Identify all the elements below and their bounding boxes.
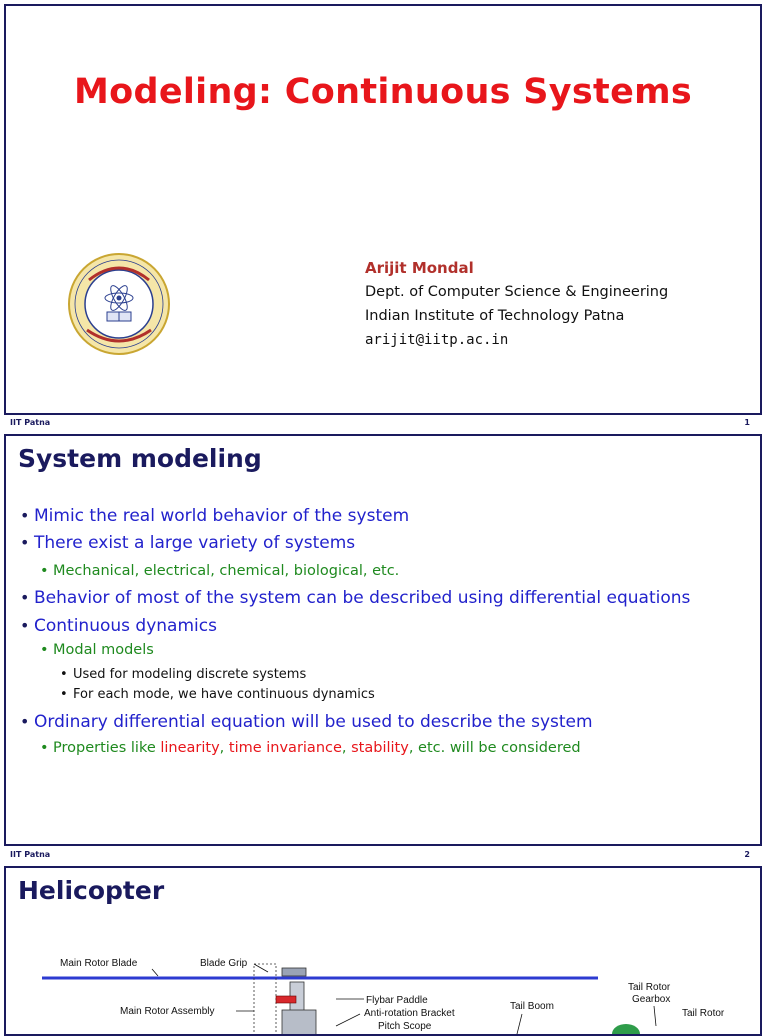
label-tail-rotor-gearbox-1: Tail Rotor bbox=[628, 982, 671, 993]
bullet-text: For each mode, we have continuous dynamics bbox=[73, 687, 375, 702]
bullet-icon: • bbox=[20, 712, 30, 731]
bullet-icon: • bbox=[40, 563, 49, 579]
footer-institute: IIT Patna bbox=[10, 850, 51, 859]
linearity-term: linearity bbox=[160, 740, 220, 756]
label-flybar-paddle: Flybar Paddle bbox=[366, 995, 428, 1006]
sub-bullet-item: • Properties like linearity, time invariance, stability, etc. will be considered bbox=[40, 740, 581, 756]
slide-title: Modeling: Continuous Systems bbox=[73, 72, 693, 112]
slide-3 bbox=[4, 866, 762, 1036]
bullet-icon: • bbox=[40, 642, 49, 658]
label-tail-rotor-gearbox-2: Gearbox bbox=[632, 994, 671, 1005]
sub-sub-bullet-item bbox=[60, 667, 306, 682]
slide-2 bbox=[4, 434, 762, 846]
time-invariance-term: time invariance bbox=[228, 740, 342, 756]
label-main-rotor-assembly: Main Rotor Assembly bbox=[120, 1006, 215, 1017]
bullet-text: Mimic the real world behavior of the system bbox=[34, 506, 410, 526]
author-name: Arijit Mondal bbox=[365, 259, 474, 277]
bullet-item bbox=[20, 712, 593, 732]
label-anti-rotation-bracket: Anti-rotation Bracket bbox=[364, 1008, 455, 1019]
bullet-icon: • bbox=[60, 667, 68, 682]
slide-1 bbox=[4, 4, 762, 415]
bullet-text: There exist a large variety of systems bbox=[34, 533, 356, 553]
blade-grip-box bbox=[254, 964, 276, 1036]
bullet-text: Modal models bbox=[53, 642, 154, 658]
bullet-text: Used for modeling discrete systems bbox=[73, 667, 307, 682]
sub-bullet-item bbox=[40, 642, 154, 658]
bullet-icon: • bbox=[20, 588, 30, 607]
slide-title: Helicopter bbox=[18, 876, 165, 905]
bullet-icon: • bbox=[40, 740, 49, 756]
flybar-paddle bbox=[276, 996, 296, 1003]
rotor-head bbox=[282, 968, 306, 976]
bullet-text: , etc. will be considered bbox=[408, 740, 581, 756]
page-number: 2 bbox=[744, 850, 750, 859]
author-email: arijit@iitp.ac.in bbox=[365, 332, 509, 348]
bullet-item bbox=[20, 506, 409, 526]
bullet-item bbox=[20, 616, 217, 636]
department: Dept. of Computer Science & Engineering bbox=[365, 284, 669, 300]
label-pitch-scope: Pitch Scope bbox=[378, 1021, 432, 1032]
slide-2-footer bbox=[8, 850, 756, 862]
slide-1-footer bbox=[8, 418, 756, 430]
sub-sub-bullet-item bbox=[60, 687, 375, 702]
sub-bullet-item bbox=[40, 563, 399, 579]
helicopter-diagram bbox=[6, 928, 762, 1036]
label-tail-boom: Tail Boom bbox=[510, 1001, 554, 1012]
tail-rotor-shape bbox=[612, 1024, 640, 1036]
bullet-icon: • bbox=[60, 687, 68, 702]
bullet-icon: • bbox=[20, 506, 30, 525]
bullet-item bbox=[20, 533, 355, 553]
institute: Indian Institute of Technology Patna bbox=[365, 308, 625, 324]
rotor-assembly bbox=[282, 1010, 316, 1036]
slide-title: System modeling bbox=[18, 444, 262, 473]
iit-patna-logo bbox=[67, 252, 171, 356]
bullet-icon: • bbox=[20, 533, 30, 552]
page-number: 1 bbox=[744, 418, 750, 427]
bullet-icon: • bbox=[20, 616, 30, 635]
bullet-item bbox=[20, 588, 690, 608]
bullet-text: Ordinary differential equation will be used to describe the system bbox=[34, 712, 593, 732]
footer-institute: IIT Patna bbox=[10, 418, 51, 427]
label-blade-grip: Blade Grip bbox=[200, 958, 248, 969]
bullet-text: Mechanical, electrical, chemical, biological, etc. bbox=[53, 563, 400, 579]
bullet-text: Continuous dynamics bbox=[34, 616, 217, 636]
bullet-text: Properties like bbox=[53, 740, 161, 756]
author-block bbox=[365, 256, 668, 352]
label-tail-rotor: Tail Rotor bbox=[682, 1008, 725, 1019]
label-main-rotor-blade: Main Rotor Blade bbox=[60, 958, 138, 969]
bullet-text: Behavior of most of the system can be described using differential equations bbox=[34, 588, 691, 608]
stability-term: stability bbox=[351, 740, 409, 756]
